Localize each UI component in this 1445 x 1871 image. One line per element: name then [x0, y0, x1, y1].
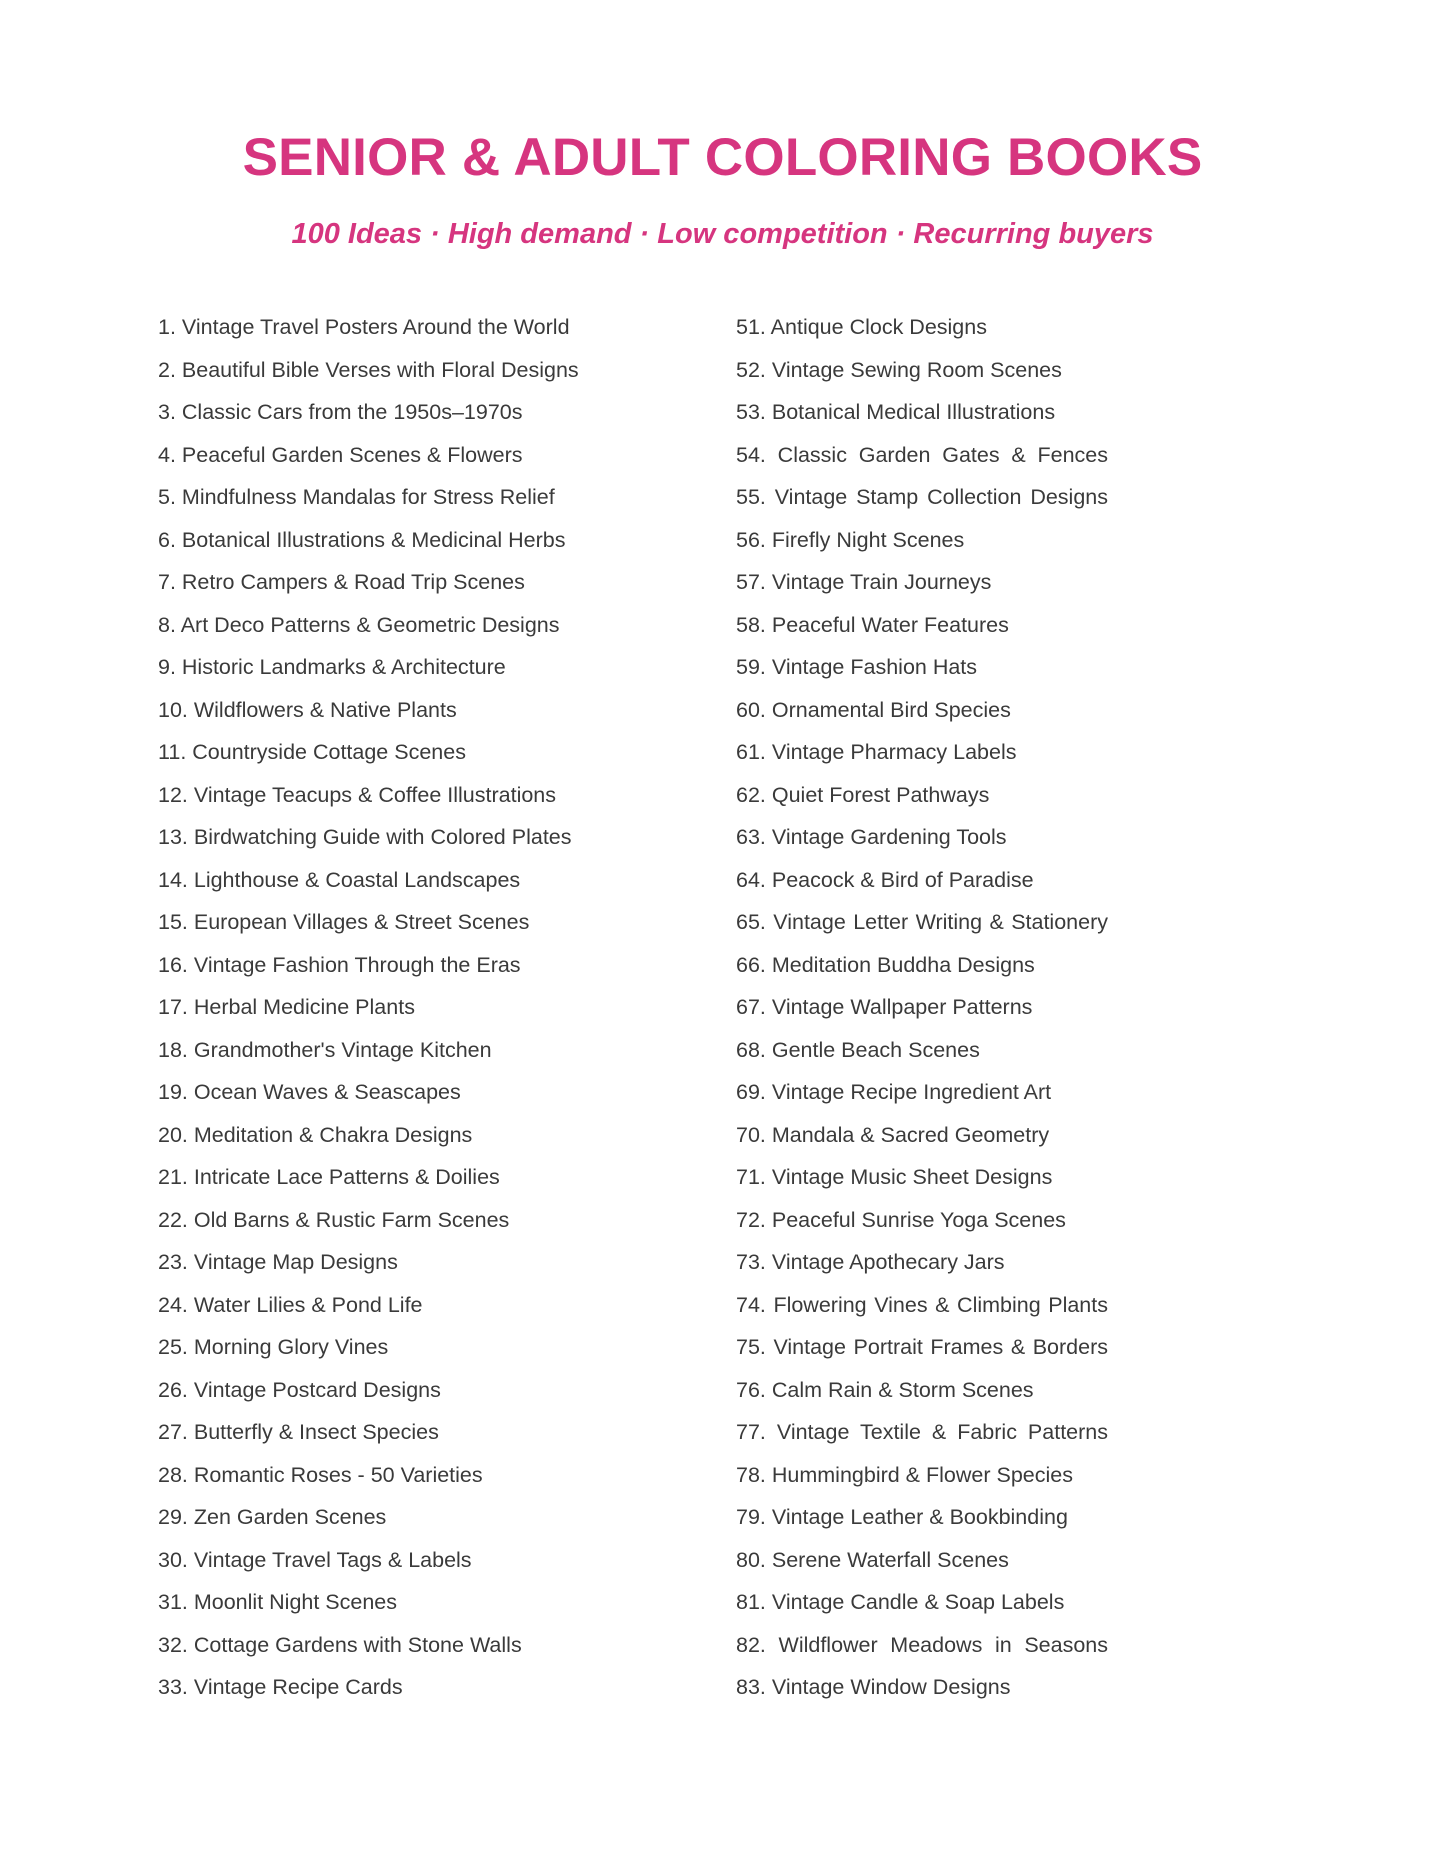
list-item: 68. Gentle Beach Scenes — [736, 1037, 980, 1062]
page-subtitle: 100 Ideas · High demand · Low competition · Recurring buyers — [291, 218, 1154, 250]
list-item: 25. Morning Glory Vines — [158, 1335, 389, 1359]
list-item: 28. Romantic Roses - 50 Varieties — [158, 1462, 483, 1487]
list-item: 80. Serene Waterfall Scenes — [736, 1547, 1009, 1572]
list-item: 54. Classic Garden Gates & Fences — [736, 442, 1108, 467]
list-item: 33. Vintage Recipe Cards — [158, 1675, 403, 1699]
list-item: 24. Water Lilies & Pond Life — [158, 1292, 423, 1317]
list-item: 6. Botanical Illustrations & Medicinal Herbs — [158, 527, 566, 552]
list-item: 63. Vintage Gardening Tools — [736, 825, 1007, 849]
list-item: 9. Historic Landmarks & Architecture — [158, 655, 506, 679]
list-item: 17. Herbal Medicine Plants — [158, 995, 415, 1019]
list-item: 16. Vintage Fashion Through the Eras — [158, 952, 521, 977]
list-item: 60. Ornamental Bird Species — [736, 697, 1011, 722]
list-item: 30. Vintage Travel Tags & Labels — [158, 1547, 472, 1572]
list-item: 74. Flowering Vines & Climbing Plants — [736, 1292, 1108, 1317]
list-item: 4. Peaceful Garden Scenes & Flowers — [158, 442, 523, 467]
list-item: 79. Vintage Leather & Bookbinding — [736, 1505, 1068, 1529]
list-item: 55. Vintage Stamp Collection Designs — [736, 485, 1108, 509]
list-item: 12. Vintage Teacups & Coffee Illustrations — [158, 782, 557, 807]
list-item: 57. Vintage Train Journeys — [736, 570, 992, 594]
list-item: 64. Peacock & Bird of Paradise — [736, 867, 1034, 892]
list-item: 19. Ocean Waves & Seascapes — [158, 1080, 461, 1104]
list-item: 76. Calm Rain & Storm Scenes — [736, 1377, 1034, 1402]
list-item: 23. Vintage Map Designs — [158, 1250, 398, 1274]
list-item: 69. Vintage Recipe Ingredient Art — [736, 1080, 1052, 1104]
list-item: 83. Vintage Window Designs — [736, 1675, 1011, 1699]
list-item: 53. Botanical Medical Illustrations — [736, 400, 1056, 424]
list-item: 56. Firefly Night Scenes — [736, 527, 965, 552]
list-item: 15. European Villages & Street Scenes — [158, 910, 530, 934]
list-item: 58. Peaceful Water Features — [736, 612, 1009, 637]
list-item: 66. Meditation Buddha Designs — [736, 952, 1035, 977]
list-item: 67. Vintage Wallpaper Patterns — [736, 995, 1033, 1019]
list-item: 8. Art Deco Patterns & Geometric Designs — [158, 612, 560, 637]
page-title: SENIOR & ADULT COLORING BOOKS — [242, 128, 1203, 187]
list-item: 71. Vintage Music Sheet Designs — [736, 1165, 1053, 1189]
list-item: 18. Grandmother's Vintage Kitchen — [158, 1037, 492, 1062]
list-item: 10. Wildflowers & Native Plants — [158, 697, 457, 722]
list-item: 75. Vintage Portrait Frames & Borders — [736, 1335, 1108, 1359]
list-item: 1. Vintage Travel Posters Around the World — [158, 315, 570, 339]
list-item: 13. Birdwatching Guide with Colored Plates — [158, 825, 572, 849]
list-item: 73. Vintage Apothecary Jars — [736, 1250, 1005, 1274]
list-item: 61. Vintage Pharmacy Labels — [736, 740, 1017, 764]
ideas-list-right — [736, 306, 1108, 1709]
list-item: 5. Mindfulness Mandalas for Stress Relief — [158, 485, 555, 509]
list-item: 72. Peaceful Sunrise Yoga Scenes — [736, 1207, 1066, 1232]
list-item: 82. Wildflower Meadows in Seasons — [736, 1632, 1108, 1657]
ideas-list-left — [158, 306, 578, 1709]
list-item: 81. Vintage Candle & Soap Labels — [736, 1590, 1065, 1614]
list-item: 77. Vintage Textile & Fabric Patterns — [736, 1420, 1108, 1444]
list-item: 59. Vintage Fashion Hats — [736, 655, 978, 679]
list-item: 29. Zen Garden Scenes — [158, 1505, 387, 1529]
list-item: 11. Countryside Cottage Scenes — [158, 740, 466, 764]
list-item: 31. Moonlit Night Scenes — [158, 1590, 398, 1614]
list-item: 65. Vintage Letter Writing & Stationery — [736, 910, 1108, 934]
list-item: 32. Cottage Gardens with Stone Walls — [158, 1632, 522, 1657]
list-item: 52. Vintage Sewing Room Scenes — [736, 357, 1062, 382]
list-item: 2. Beautiful Bible Verses with Floral Designs — [158, 357, 579, 382]
list-item: 20. Meditation & Chakra Designs — [158, 1122, 473, 1147]
list-item: 78. Hummingbird & Flower Species — [736, 1462, 1073, 1487]
list-item: 3. Classic Cars from the 1950s–1970s — [158, 400, 523, 424]
list-item: 70. Mandala & Sacred Geometry — [736, 1122, 1050, 1147]
list-item: 51. Antique Clock Designs — [736, 315, 987, 339]
list-item: 27. Butterfly & Insect Species — [158, 1420, 439, 1444]
list-item: 7. Retro Campers & Road Trip Scenes — [158, 570, 525, 594]
list-item: 62. Quiet Forest Pathways — [736, 782, 990, 807]
list-item: 22. Old Barns & Rustic Farm Scenes — [158, 1207, 510, 1232]
list-item: 26. Vintage Postcard Designs — [158, 1377, 441, 1402]
list-item: 21. Intricate Lace Patterns & Doilies — [158, 1165, 500, 1189]
list-item: 14. Lighthouse & Coastal Landscapes — [158, 867, 521, 892]
